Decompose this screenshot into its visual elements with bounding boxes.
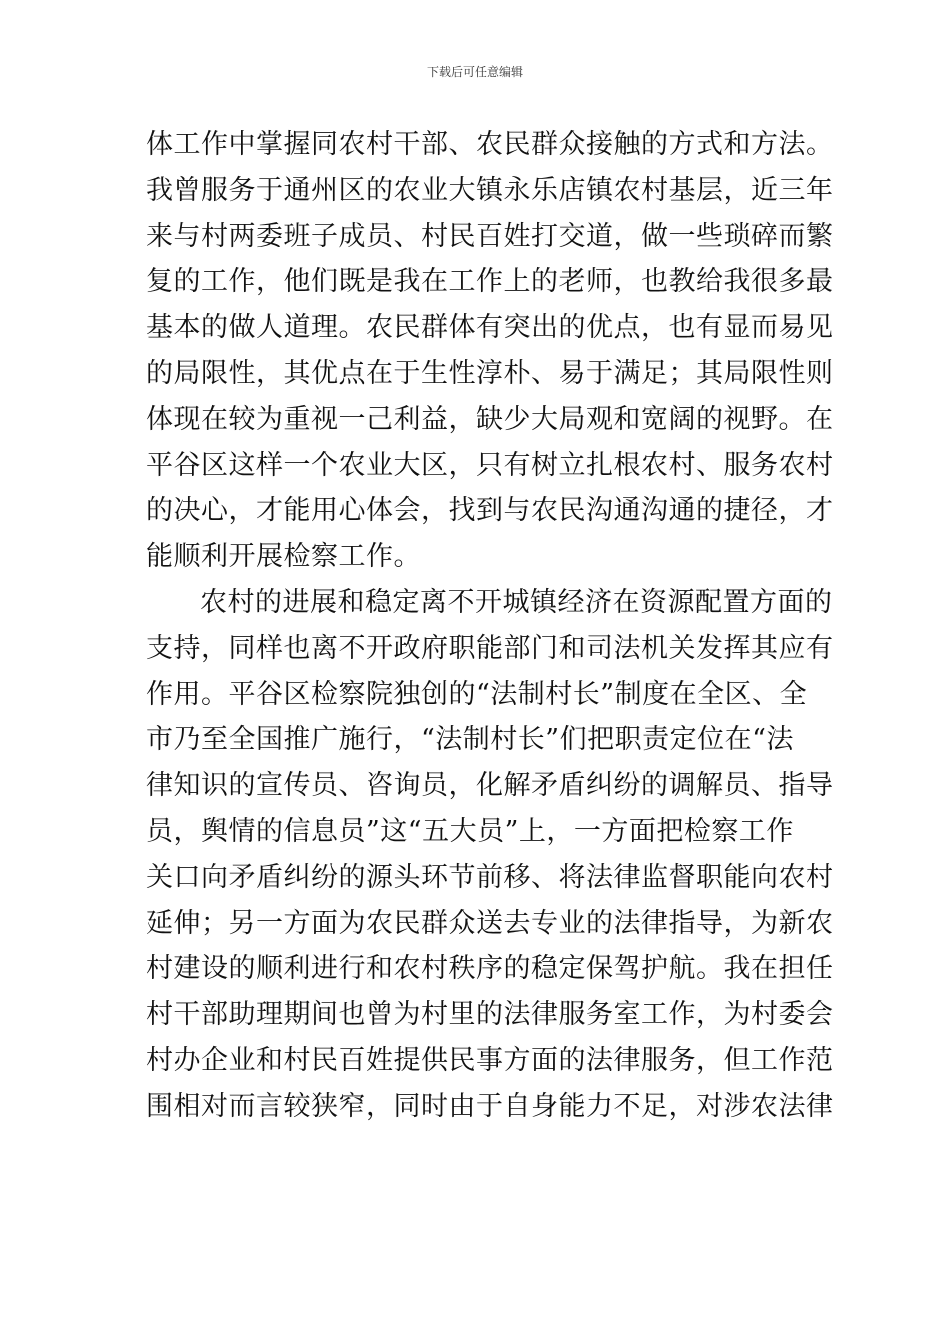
document-body [146,122,834,1130]
text-line: 围相对而言较狭窄，同时由于自身能力不足，对涉农法律 [146,1090,834,1122]
text-line: 体工作中掌握同农村干部、农民群众接触的方式和方法。 [146,129,834,160]
text-line: 能顺利开展检察工作。 [146,541,421,573]
text-line: 村办企业和村民百姓提供民事方面的法律服务，但工作范 [146,1044,834,1076]
text-line: 关口向矛盾纠纷的源头环节前移、将法律监督职能向农村 [146,861,834,893]
text-line: 员，舆情的信息员”这“五大员”上，一方面把检察工作 [146,815,794,847]
text-line: 作用。平谷区检察院独创的“法制村长”制度在全区、全 [146,678,808,710]
text-line: 体现在较为重视一己利益，缺少大局观和宽阔的视野。在 [146,403,834,435]
text-line: 平谷区这样一个农业大区，只有树立扎根农村、服务农村 [146,449,834,481]
text-line: 基本的做人道理。农民群体有突出的优点，也有显而易见 [146,312,834,344]
text-line: 的决心，才能用心体会，找到与农民沟通沟通的捷径，才 [146,495,834,527]
text-line: 来与村两委班子成员、村民百姓打交道，做一些琐碎而繁 [146,220,834,252]
paragraph-2 [146,580,834,1130]
text-line: 复的工作，他们既是我在工作上的老师，也教给我很多最 [146,266,834,298]
text-line: 市乃至全国推广施行，“法制村长”们把职责定位在“法 [146,724,794,756]
page-header: 下载后可任意编辑 [426,65,523,79]
text-line: 村干部助理期间也曾为村里的法律服务室工作，为村委会 [146,999,834,1031]
text-line: 律知识的宣传员、咨询员，化解矛盾纠纷的调解员、指导 [146,770,834,802]
text-line: 我曾服务于通州区的农业大镇永乐店镇农村基层，近三年 [146,174,834,206]
paragraph-1 [146,122,834,580]
text-line: 的局限性，其优点在于生性淳朴、易于满足；其局限性则 [146,357,834,389]
text-line: 延伸；另一方面为农民群众送去专业的法律指导，为新农 [146,907,834,939]
text-line: 支持，同样也离不开政府职能部门和司法机关发挥其应有 [146,632,834,664]
text-line: 农村的进展和稳定离不开城镇经济在资源配置方面的 [200,586,833,618]
text-line: 村建设的顺利进行和农村秩序的稳定保驾护航。我在担任 [146,953,834,985]
